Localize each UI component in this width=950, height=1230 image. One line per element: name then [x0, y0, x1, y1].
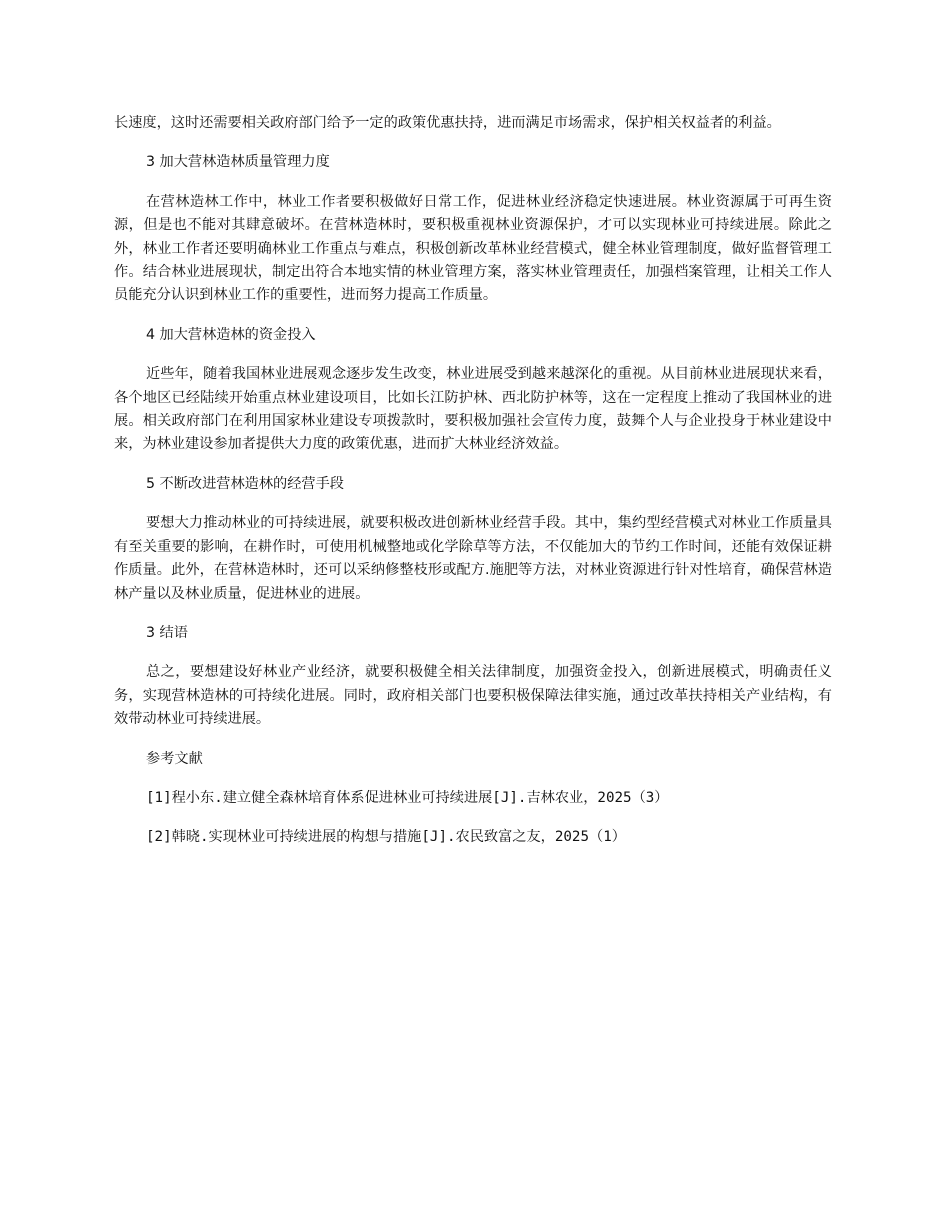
reference-1: [1]程小东.建立健全森林培育体系促进林业可持续进展[J].吉林农业，2025（3）	[146, 789, 669, 806]
section-heading-3: 3 加大营林造林质量管理力度	[146, 154, 330, 171]
paragraph-section-4: 近些年，随着我国林业进展观念逐步发生改变，林业进展受到越来越深化的重视。从目前林业进展现状来看，各个地区已经陆续开始重点林业建设项目，比如长江防护林、西北防护林等，这在一定程度上推动了我国林业的进展。相关政府部门在利用国家林业建设专项拨款时，要积极加强社会宣传力度，鼓舞个人与企业投身于林业建设中来，为林业建设参加者提供大力度的政策优惠，进而扩大林业经济效益。	[114, 366, 832, 453]
reference-2: [2]韩晓.实现林业可持续进展的构想与措施[J].农民致富之友，2025（1）	[146, 829, 626, 846]
paragraph-conclusion: 总之，要想建设好林业产业经济，就要积极健全相关法律制度，加强资金投入，创新进展模式，明确责任义务，实现营林造林的可持续化进展。同时，政府相关部门也要积极保障法律实施，通过改革扶持相关产业结构，有效带动林业可持续进展。	[114, 664, 832, 728]
references-title: 参考文献	[146, 750, 203, 767]
section-heading-4: 4 加大营林造林的资金投入	[146, 326, 316, 343]
section-heading-5: 5 不断改进营林造林的经营手段	[146, 475, 344, 492]
paragraph-section-3: 在营林造林工作中，林业工作者要积极做好日常工作，促进林业经济稳定快速进展。林业资源属于可再生资源，但是也不能对其肆意破坏。在营林造林时，要积极重视林业资源保护，才可以实现林业可持续进展。除此之外，林业工作者还要明确林业工作重点与难点，积极创新改革林业经营模式，健全林业管理制度，做好监督管理工作。结合林业进展现状，制定出符合本地实情的林业管理方案，落实林业管理责任，加强档案管理，让相关工作人员能充分认识到林业工作的重要性，进而努力提高工作质量。	[114, 193, 832, 304]
paragraph-section-5: 要想大力推动林业的可持续进展，就要积极改进创新林业经营手段。其中，集约型经营模式对林业工作质量具有至关重要的影响，在耕作时，可使用机械整地或化学除草等方法，不仅能加大的节约工作时间，还能有效保证耕作质量。此外，在营林造林时，还可以采纳修整枝形或配方.施肥等方法，对林业资源进行针对性培育，确保营林造林产量以及林业质量，促进林业的进展。	[114, 515, 832, 602]
conclusion-heading: 3 结语	[146, 624, 188, 641]
paragraph-intro-continuation: 长速度，这时还需要相关政府部门给予一定的政策优惠扶持，进而满足市场需求，保护相关权益者的利益。	[114, 115, 781, 131]
document-page	[114, 112, 832, 850]
